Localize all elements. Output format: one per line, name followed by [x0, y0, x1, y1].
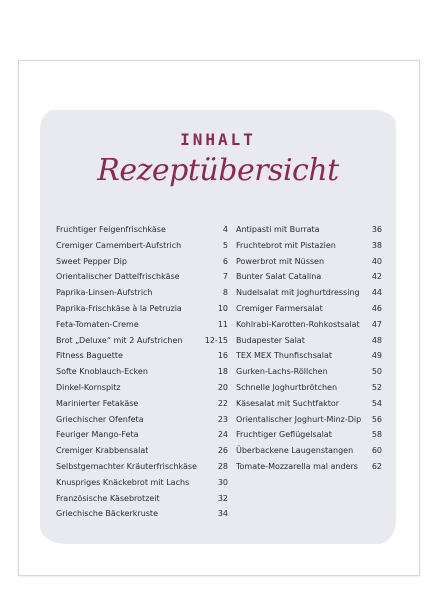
toc-entry — [56, 506, 228, 522]
toc-entry — [56, 427, 228, 443]
toc-entry — [56, 238, 228, 254]
toc-entry-title: Feuriger Mango-Feta — [56, 430, 139, 440]
toc-entry-title: Französische Käsebrotzeit — [56, 493, 160, 503]
toc-entry — [56, 396, 228, 412]
toc-entry-title: Cremiger Farmersalat — [236, 303, 323, 313]
toc-entry-page: 23 — [217, 414, 228, 424]
toc-entry-page: 38 — [371, 240, 382, 250]
toc-entry — [236, 301, 382, 317]
toc-entry-title: Käsesalat mit Suchtfaktor — [236, 398, 340, 408]
toc-entry — [56, 459, 228, 475]
toc-entry — [236, 269, 382, 285]
toc-entry-page: 48 — [371, 335, 382, 345]
toc-entry-page: 56 — [371, 414, 382, 424]
toc-entry-title: Kohlrabi-Karotten-Rohkostsalat — [236, 319, 360, 329]
toc-entry — [236, 238, 382, 254]
toc-entry-title: Nudelsalat mit Joghurtdressing — [236, 288, 360, 298]
toc-entry-page: 49 — [371, 351, 382, 361]
toc-entry — [56, 333, 228, 349]
toc-entry-page: 22 — [217, 398, 228, 408]
toc-entry-page: 62 — [371, 461, 382, 471]
toc-entry — [236, 285, 382, 301]
toc-entry-title: Fruchtiger Feigenfrischkäse — [56, 225, 166, 234]
toc-entry-title: Griechischer Ofenfeta — [56, 414, 144, 424]
toc-entry-page: 30 — [217, 477, 228, 487]
toc-entry-page: 54 — [371, 398, 382, 408]
toc-entry-title: Gurken-Lachs-Röllchen — [236, 367, 328, 377]
toc-entry — [236, 396, 382, 412]
toc-entry-page: 16 — [217, 351, 228, 361]
toc-entry-title: Knuspriges Knäckebrot mit Lachs — [56, 477, 190, 487]
toc-left-column — [56, 222, 228, 522]
toc-entry — [56, 491, 228, 507]
toc-entry-page: 24 — [217, 430, 228, 440]
toc-entry-title: Orientalischer Dattelfrischkäse — [56, 272, 180, 282]
toc-entry-title: Orientalischer Joghurt-Minz-Dip — [236, 414, 362, 424]
toc-entry-page: 34 — [217, 509, 228, 519]
toc-entry-page: 5 — [222, 240, 228, 250]
toc-entry — [236, 348, 382, 364]
toc-entry-title: Dinkel-Kornspitz — [56, 382, 121, 392]
toc-entry-page: 12-15 — [204, 335, 228, 345]
toc-entry-title: Brot „Deluxe“ mit 2 Aufstrichen — [56, 335, 183, 345]
toc-entry-page: 58 — [371, 430, 382, 440]
toc-entry-title: Cremiger Krabbensalat — [56, 446, 149, 456]
toc-entry-title: Bunter Salat Catalina — [236, 272, 322, 282]
toc-entry-title: Paprika-Linsen-Aufstrich — [56, 288, 153, 298]
toc-entry-page: 20 — [217, 382, 228, 392]
toc-entry-title: Sweet Pepper Dip — [56, 256, 127, 266]
toc-entry-title: Griechische Bäckerkruste — [56, 509, 158, 519]
toc-entry-page: 44 — [371, 288, 382, 298]
toc-entry — [236, 412, 382, 428]
toc-entry-page: 50 — [371, 367, 382, 377]
toc-entry-title: Budapester Salat — [236, 335, 305, 345]
toc-entry-page: 60 — [371, 446, 382, 456]
toc-entry-page: 10 — [217, 303, 228, 313]
toc-entry-title: Tomate-Mozzarella mal anders — [236, 461, 358, 471]
heading-kicker: INHALT — [180, 130, 256, 149]
toc-entry-title: Antipasti mit Burrata — [236, 225, 320, 234]
toc-entry-page: 28 — [217, 461, 228, 471]
toc-entry-page: 52 — [371, 382, 382, 392]
toc-entry — [56, 269, 228, 285]
toc-entry — [56, 380, 228, 396]
toc-entry-page: 42 — [371, 272, 382, 282]
toc-entry-page: 46 — [371, 303, 382, 313]
toc-heading — [40, 130, 396, 188]
toc-entry — [56, 412, 228, 428]
toc-entry-title: Powerbrot mit Nüssen — [236, 256, 325, 266]
toc-entry-page: 18 — [217, 367, 228, 377]
toc-entry-page: 36 — [371, 225, 382, 234]
toc-entry — [236, 254, 382, 270]
toc-entry — [236, 333, 382, 349]
toc-entry-page: 40 — [371, 256, 382, 266]
toc-entry-page: 7 — [222, 272, 228, 282]
toc-entry — [236, 222, 382, 238]
toc-entry-title: TEX MEX Thunfischsalat — [236, 351, 333, 361]
toc-right-column — [236, 222, 382, 475]
toc-entry — [236, 317, 382, 333]
toc-entry — [236, 380, 382, 396]
toc-entry-page: 32 — [217, 493, 228, 503]
toc-entry-title: Cremiger Camembert-Aufstrich — [56, 240, 182, 250]
toc-entry-title: Überbackene Laugenstangen — [236, 446, 354, 456]
toc-entry-title: Selbstgemachter Kräuterfrischkäse — [56, 461, 197, 471]
toc-entry-page: 4 — [222, 225, 228, 234]
toc-entry — [56, 301, 228, 317]
toc-entry — [56, 222, 228, 238]
heading-title: Rezeptübersicht — [97, 153, 339, 188]
toc-entry — [56, 285, 228, 301]
toc-entry-title: Softe Knoblauch-Ecken — [56, 367, 148, 377]
toc-entry — [56, 475, 228, 491]
toc-entry-title: Fruchtebrot mit Pistazien — [236, 240, 336, 250]
toc-entry-page: 6 — [222, 256, 228, 266]
toc-entry-page: 26 — [217, 446, 228, 456]
toc-entry — [56, 443, 228, 459]
toc-entry-title: Feta-Tomaten-Creme — [56, 319, 139, 329]
toc-entry — [56, 364, 228, 380]
toc-entry-title: Marinierter Fetakäse — [56, 398, 139, 408]
toc-entry-page: 11 — [217, 319, 228, 329]
toc-entry — [236, 427, 382, 443]
toc-entry — [56, 317, 228, 333]
toc-entry-page: 8 — [222, 288, 228, 298]
toc-entry-title: Schnelle Joghurtbrötchen — [236, 382, 338, 392]
toc-entry-title: Fruchtiger Geflügelsalat — [236, 430, 332, 440]
toc-entry — [56, 254, 228, 270]
toc-entry-title: Fitness Baguette — [56, 351, 123, 361]
toc-entry — [56, 348, 228, 364]
toc-entry — [236, 364, 382, 380]
toc-entry — [236, 459, 382, 475]
toc-entry-title: Paprika-Frischkäse à la Petruzia — [56, 303, 182, 313]
toc-entry — [236, 443, 382, 459]
toc-entry-page: 47 — [371, 319, 382, 329]
